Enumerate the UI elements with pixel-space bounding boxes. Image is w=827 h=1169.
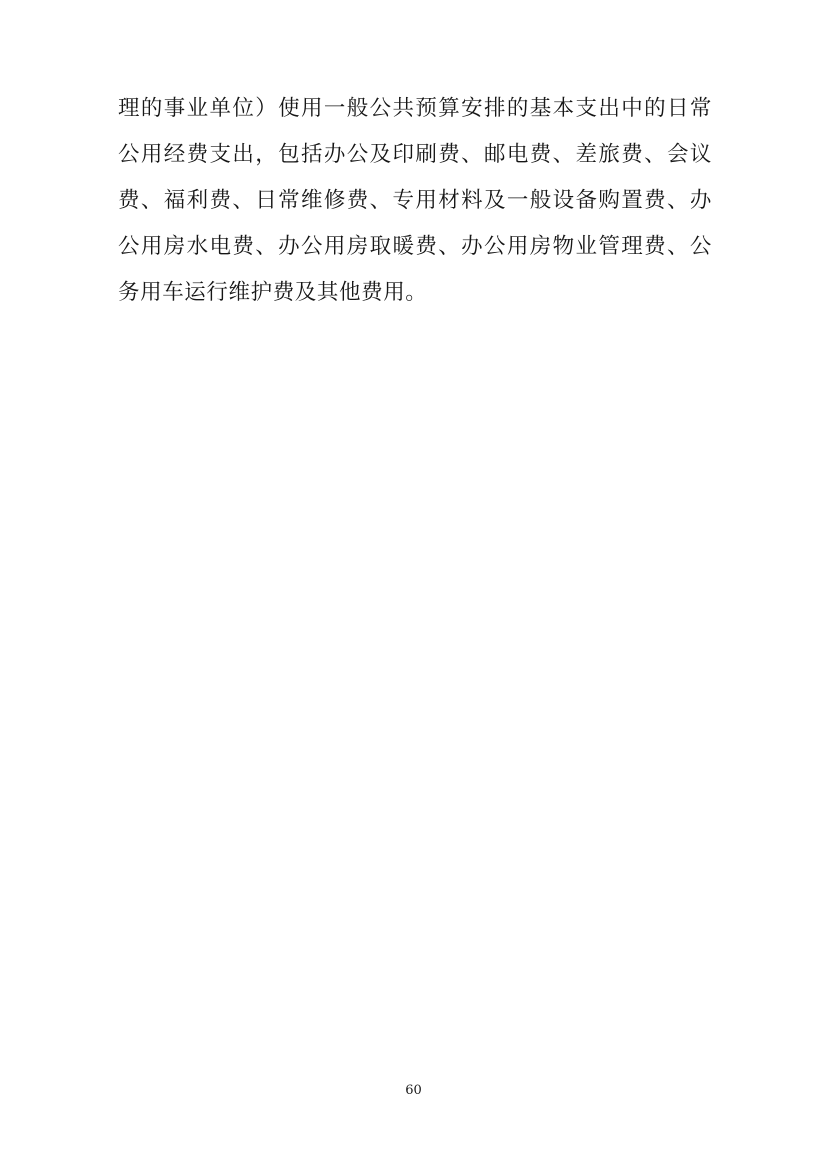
page-number: 60 <box>405 1083 422 1098</box>
page-content <box>118 86 712 316</box>
body-paragraph: 理的事业单位）使用一般公共预算安排的基本支出中的日常公用经费支出，包括办公及印刷费、邮电费、差旅费、会议费、福利费、日常维修费、专用材料及一般设备购置费、办公用房水电费、办公用房取暖费、办公用房物业管理费、公务用车运行维护费及其他费用。 <box>118 96 712 305</box>
